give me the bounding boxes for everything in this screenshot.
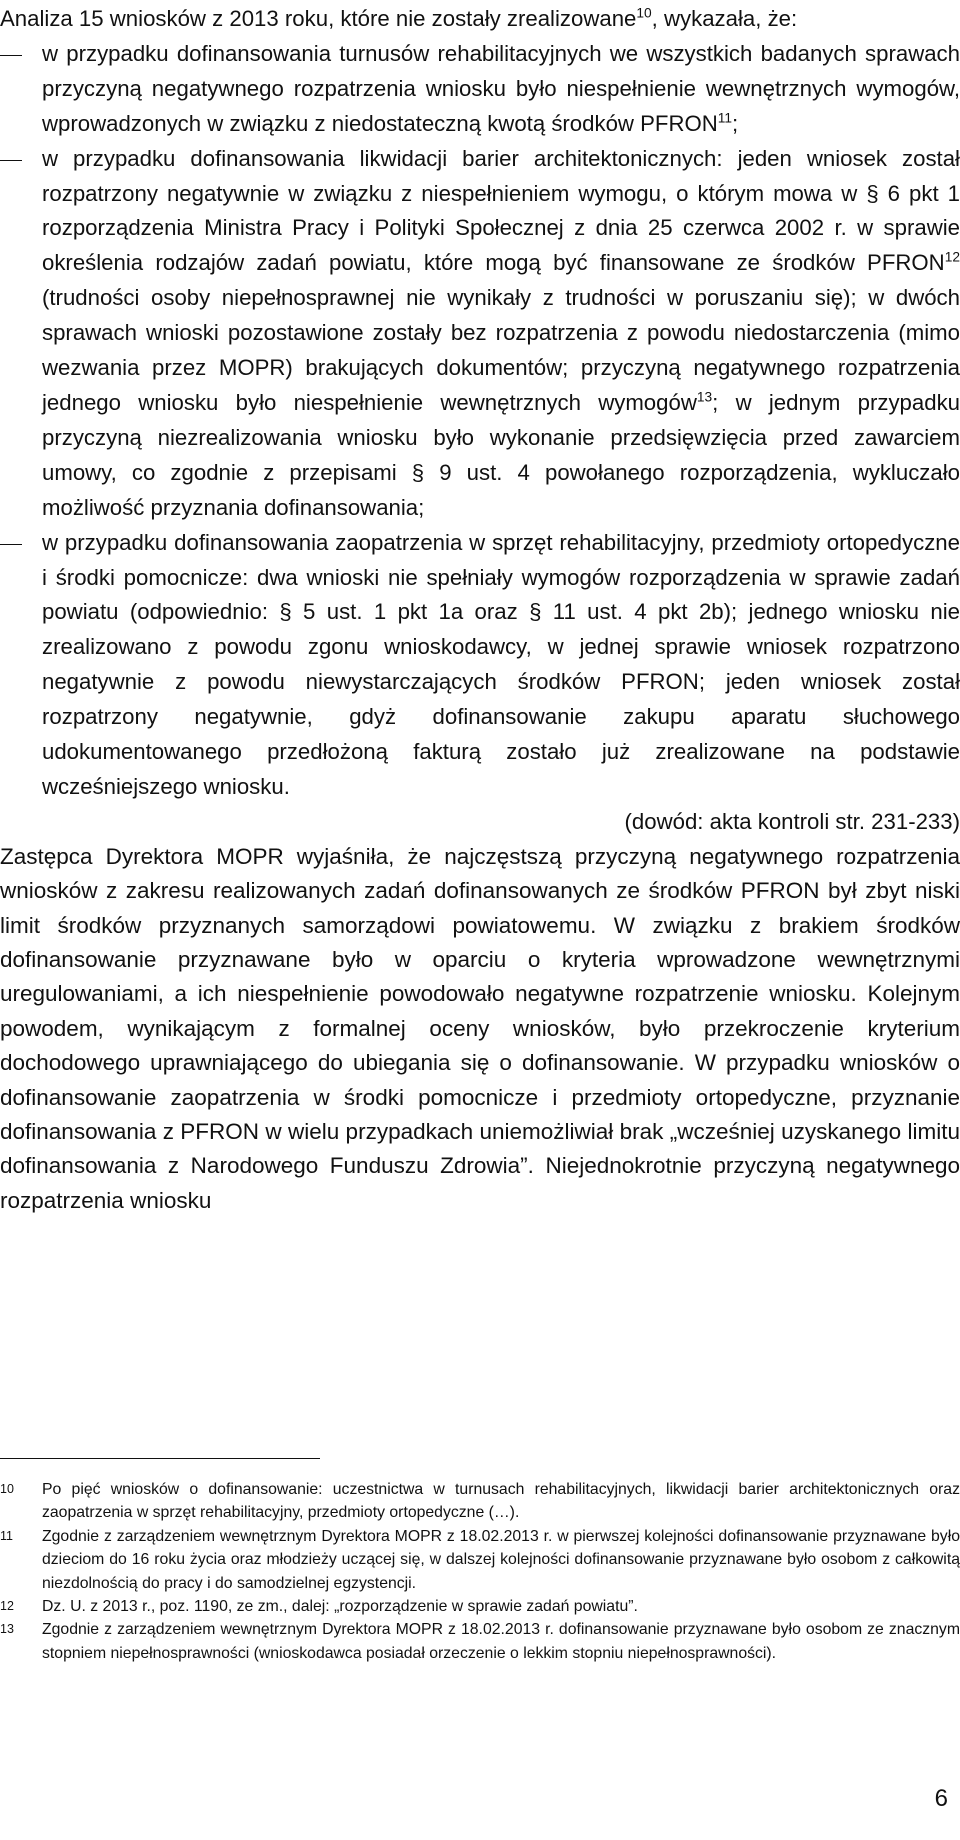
footnote (0, 1618, 960, 1665)
main-content (0, 2, 960, 1218)
list-item-text: w przypadku dofinansowania turnusów rehabilitacyjnych we wszystkich badanych sprawach przyczyną negatywnego rozpatrzenia wniosku było niespełnienie wewnętrznych wymogów, wprowadzonych w związku z niedostateczną kwotą środków PFRON (42, 40, 960, 136)
footnote (0, 1525, 960, 1595)
page-number: 6 (934, 1785, 948, 1812)
dash-bullet-icon (0, 55, 22, 57)
list-item-text: ; w jednym przypadku przyczyną niezrealizowania wniosku było wykonanie przedsięwzięcia przed zawarciem umowy, co zgodnie z przepisami § 9 ust. 4 powołanego rozporządzenia, wykluczało możliwość przyznania dofinansowania; (42, 389, 960, 520)
list-item-text: w przypadku dofinansowania zaopatrzenia w sprzęt rehabilitacyjny, przedmioty ortopedyczne i środki pomocnicze: dwa wnioski nie spełniały wymogów rozporządzenia w sprawie zadań powiatu (odpowiednio: § 5 ust. 1 pkt 1a oraz § 11 ust. 4 pkt 2b); jednego wniosku nie zrealizowano z powodu zgonu wnioskodawcy, w jednej sprawie wniosek rozpatrzono negatywnie z powodu niewystarczających środków PFRON; jeden wniosek został rozpatrzony negatywnie, gdyż dofinansowanie zakupu aparatu słuchowego udokumentowanego przedłożoną fakturą zostało już zrealizowane na podstawie wcześniejszego wniosku. (42, 529, 960, 799)
footnote-number: 10 (0, 1482, 14, 1496)
dash-bullet-icon (0, 544, 22, 546)
intro-tail: , wykazała, że: (651, 6, 798, 31)
footnote-text: Zgodnie z zarządzeniem wewnętrznym Dyrektora MOPR z 18.02.2013 r. w pierwszej kolejności dofinansowanie przyznawane było dzieciom do 16 roku życia oraz młodzieży uczącej się, w dalszej kolejności dofinansowanie przyznawane było osobom z całkowitą niezdolnością do pracy i do samodzielnej egzystencji. (42, 1527, 960, 1592)
footnote-ref: 10 (636, 5, 652, 21)
footnote-text: Po pięć wniosków o dofinansowanie: uczestnictwa w turnusach rehabilitacyjnych, likwidacji barier architektonicznych oraz zaopatrzenia w sprzęt rehabilitacyjny, przedmioty ortopedyczne (…). (42, 1481, 960, 1522)
footnote-ref: 13 (696, 389, 713, 405)
footnote-separator (0, 1458, 320, 1459)
intro-text: Analiza 15 wniosków z 2013 roku, które nie zostały zrealizowane (0, 6, 637, 31)
body-paragraph: Zastępca Dyrektora MOPR wyjaśniła, że najczęstszą przyczyną negatywnego rozpatrzenia wniosków z zakresu realizowanych zadań dofinansowanych ze środków PFRON był zbyt niski limit środków przyznanych samorządowi powiatowemu. W związku z brakiem środków dofinansowanie przyznawane było w oparciu o kryteria wprowadzone wewnętrznymi uregulowaniami, a ich niespełnienie powodowało negatywne rozpatrzenie wniosku. Kolejnym powodem, wynikającym z formalnej oceny wniosków, było przekroczenie kryterium dochodowego uprawniającego do ubiegania się o dofinansowanie. W przypadku wniosków o dofinansowanie zaopatrzenia w środki pomocnicze i przedmioty ortopedyczne, przyznanie dofinansowania z PFRON w wielu przypadkach uniemożliwiał brak „wcześniej uzyskanego limitu dofinansowania z Narodowego Funduszu Zdrowia”. Niejednokrotnie przyczyną negatywnego rozpatrzenia wniosku (0, 843, 960, 1213)
footnote-number: 13 (0, 1622, 14, 1637)
dash-bullet-icon (0, 160, 22, 162)
footnote-number: 12 (0, 1599, 14, 1614)
footnote-number: 11 (0, 1528, 13, 1543)
list-item (0, 142, 960, 526)
footnote-text: Dz. U. z 2013 r., poz. 1190, ze zm., dalej: „rozporządzenie w sprawie zadań powiatu”. (42, 1598, 638, 1616)
list-item (0, 37, 960, 142)
list-item-tail: ; (732, 110, 739, 136)
footnotes (0, 1478, 960, 1665)
footnote (0, 1478, 960, 1525)
footnote (0, 1595, 960, 1618)
footnote-ref: 12 (944, 249, 960, 265)
findings-list (0, 37, 960, 805)
list-item-text: (trudności osoby niepełnosprawnej nie wynikały z trudności w poruszaniu się); w dwóch sprawach wnioski pozostawione zostały bez rozpatrzenia z powodu niedostarczenia (mimo wezwania przez MOPR) brakujących dokumentów; przyczyną negatywnego rozpatrzenia jednego wniosku było niespełnienie wewnętrznych wymogów (42, 285, 960, 415)
evidence-note: (dowód: akta kontroli str. 231-233) (624, 808, 960, 834)
list-item-text: w przypadku dofinansowania likwidacji barier architektonicznych: jeden wniosek został rozpatrzony negatywnie w związku z niespełnieniem wymogu, o którym mowa w § 6 pkt 1 rozporządzenia Ministra Pracy i Polityki Społecznej z dnia 25 czerwca 2002 r. w sprawie określenia rodzajów zadań powiatu, które mogą być finansowane ze środków PFRON (42, 145, 960, 276)
list-item (0, 526, 960, 805)
intro-paragraph (0, 2, 960, 37)
footnote-ref: 11 (717, 110, 733, 126)
footnote-text: Zgodnie z zarządzeniem wewnętrznym Dyrektora MOPR z 18.02.2013 r. dofinansowanie przyznawane było osobom ze znacznym stopniem niepełnosprawności (wnioskodawca posiadał orzeczenie o lekkim stopniu niepełnosprawności). (42, 1621, 960, 1662)
